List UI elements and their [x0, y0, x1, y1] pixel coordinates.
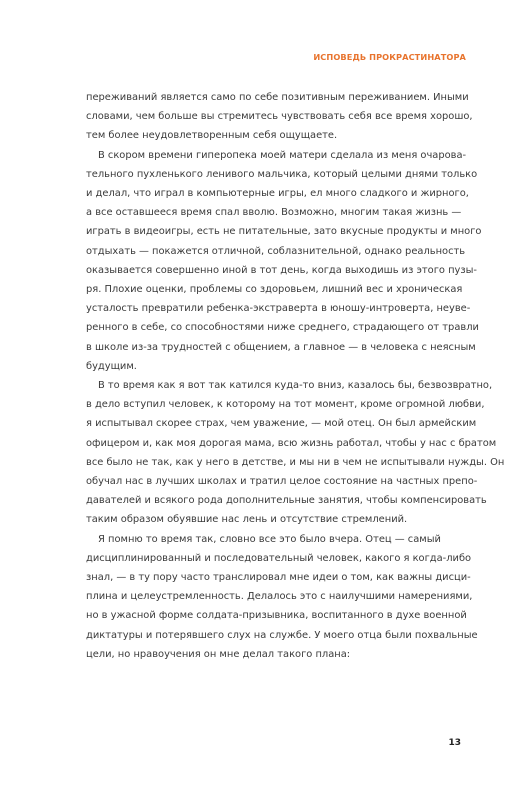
text-line: в школе из-за трудностей с общением, а главное — в человека с неясным [86, 341, 476, 353]
text-line: плина и целеустремленность. Делалось это с наилучшими намерениями, [86, 591, 473, 603]
text-line: давателей и всякого рода дополнительные занятия, чтобы компенсировать [86, 495, 487, 507]
paragraph [86, 146, 482, 376]
text-line: В то время как я вот так катился куда-то вниз, казалось бы, безвозвратно, [98, 380, 493, 392]
paragraph [86, 88, 473, 146]
text-line: диктатуры и потерявшего слух на службе. У моего отца были похвальные [86, 629, 478, 641]
text-line: В скором времени гиперопека моей матери сделала из меня очарова- [98, 149, 467, 161]
text-line: переживаний является само по себе позитивным переживанием. Иными [86, 92, 469, 103]
text-line: я испытывал скорее страх, чем уважение, — мой отец. Он был армейским [86, 418, 477, 430]
text-line: ренного в себе, со способностями ниже среднего, страдающего от травли [86, 322, 479, 334]
text-line: все было не так, как у него в детстве, и мы ни в чем не испытывали нужды. Он [86, 456, 505, 468]
text-line: оказывается совершенно иной в тот день, когда выходишь из этого пузы- [86, 264, 477, 276]
text-line: таким образом обуявшие нас лень и отсутствие стремлений. [86, 514, 408, 526]
text-line: тем более неудовлетворенным себя ощущаете. [86, 130, 338, 142]
body-text [86, 88, 505, 664]
text-line: ря. Плохие оценки, проблемы со здоровьем, лишний вес и хроническая [86, 284, 463, 296]
text-line: но в ужасной форме солдата-призывника, воспитанного в духе военной [86, 610, 467, 622]
text-line: цели, но нравоучения он мне делал такого плана: [86, 648, 351, 660]
running-head: ИСПОВЕДЬ ПРОКРАСТИНАТОРА [313, 52, 466, 62]
text-line: в дело вступил человек, к которому на тот момент, кроме огромной любви, [86, 399, 485, 411]
text-line: усталость превратили ребенка-экстраверта в юношу-интроверта, неуве- [86, 303, 471, 315]
text-line: а все оставшееся время спал вволю. Возможно, многим такая жизнь — [86, 207, 462, 219]
paragraph [86, 376, 505, 530]
text-line: офицером и, как моя дорогая мама, всю жизнь работал, чтобы у нас с братом [86, 437, 497, 449]
paragraph [86, 530, 478, 664]
text-line: дисциплинированный и последовательный человек, какого я когда-либо [86, 552, 472, 564]
text-line: словами, чем больше вы стремитесь чувствовать себя все время хорошо, [86, 111, 473, 123]
page-number: 13 [448, 738, 461, 748]
text-line: отдыхать — покажется отличной, соблазнительной, однако реальность [86, 245, 466, 257]
text-line: играть в видеоигры, есть не питательные, зато вкусные продукты и много [86, 226, 482, 238]
text-line: будущим. [86, 360, 137, 372]
text-line: и делал, что играл в компьютерные игры, ел много сладкого и жирного, [86, 188, 469, 200]
text-line: Я помню то время так, словно все это было вчера. Отец — самый [98, 533, 441, 545]
text-line: обучал нас в лучших школах и тратил целое состояние на частных препо- [86, 476, 478, 488]
text-line: тельного пухленького ленивого мальчика, который целыми днями только [86, 168, 478, 180]
text-line: знал, — в ту пору часто транслировал мне идеи о том, как важны дисци- [86, 572, 471, 584]
